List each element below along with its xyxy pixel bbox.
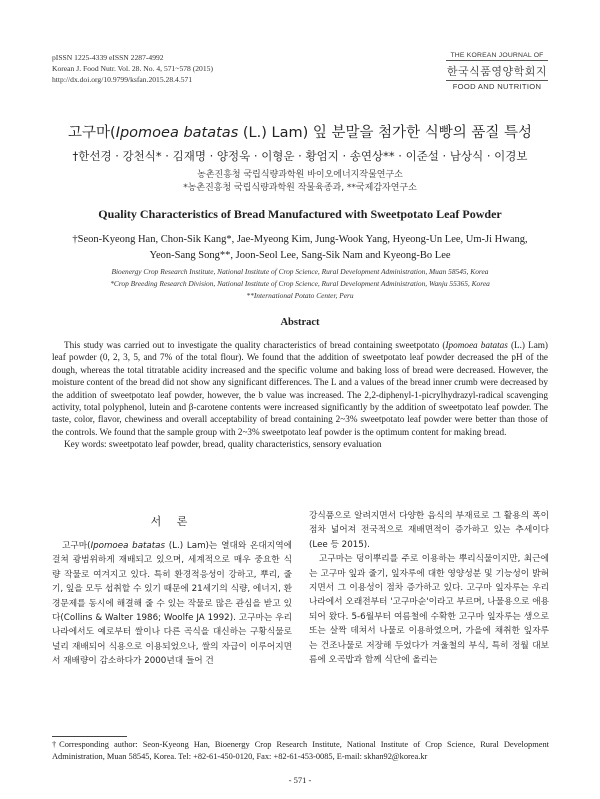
english-affiliation-2: *Crop Breeding Research Division, National Institute of Crop Science, Rural Development Administration, Wanju 55365, Korea: [110, 279, 490, 288]
journal-masthead: [446, 52, 548, 91]
english-affiliation-1: Bioenergy Crop Research Institute, National Institute of Crop Science, Rural Development Administration, Muan 58545, Korea: [111, 267, 489, 276]
intro-column-left: [52, 539, 292, 669]
intro-paragraph-1: [52, 539, 292, 669]
doi-link[interactable]: http://dx.doi.org/10.9799/ksfan.2015.28.4.571: [52, 74, 193, 84]
intro-paragraph-continued: 강식품으로 알려지면서 다양한 음식의 부재료로 그 활용의 폭이 점차 넓어져 전국적으로 재배면적이 증가하고 있는 추세이다(Lee 등 2015).: [309, 511, 549, 550]
english-authors: [30, 232, 570, 264]
korean-title-part1: 고구마(: [68, 125, 116, 141]
english-title: Quality Characteristics of Bread Manufactured with Sweetpotato Leaf Powder: [98, 207, 502, 221]
intro-p1-start: 고구마(: [62, 541, 91, 551]
korean-title-latin: Ipomoea batatas: [115, 125, 239, 141]
section-heading-introduction: 서 론: [150, 515, 194, 528]
intro-paragraph-2: 고구마는 덩이뿌리를 주로 이용하는 뿌리식물이지만, 최근에는 고구마 잎과 줄기, 잎자루에 대한 영양성분 및 기능성이 밝혀지면서 그 이용성이 점차 증가하고 있다. 고구마 잎자루는 우리나라에서 오래전부터 '고구마순'이라고 부르며, 나물용으로 애용되어 왔다. 5-6월부터 여름철에 수확한 고구마 잎자루는 생으로 또는 살짝 데쳐서 나물로 이용하였으며, 가을에 채취한 잎자루는 건조나물로 저장해 두었다가 겨울철의 부식, 특히 정월 대보름에 오곡밥과 함께 식단에 올리는: [309, 554, 549, 666]
abstract-heading: Abstract: [280, 317, 320, 328]
korean-affiliation-1: 농촌진흥청 국립식량과학원 바이오에너지작물연구소: [197, 170, 403, 180]
english-authors-line-2: Yeon-Sang Song**, Joon-Seol Lee, Sang-Sik Nam and Kyeong-Bo Lee: [149, 250, 451, 261]
intro-p1-latin: Ipomoea batatas: [90, 541, 166, 551]
page-number: - 571 -: [288, 775, 312, 785]
intro-p1-rest: (L.) Lam)는 열대와 온대지역에 걸쳐 광범위하게 재배되고 있으며, 세계적으로 매우 중요한 식량 작물로 여겨지고 있다. 특히 환경적응성이 강하고, 뿌리, 줄기, 잎을 모두 섭취할 수 있기 때문에 21세기의 식량, 에너지, 환경문제를 동시에 해결해 줄 수 있는 작물로 많은 관심을 받고 있다(Collins & Walter 1986; Woolfe JA 1992). 고구마는 우리나라에서도 예로부터 쌀이나 다른 곡식을 대신하는 구황식물로 널리 재배되어 식용으로 이용되었으나, 쌀의 자급이 이루어지면서 재배량이 감소하다가 2000년대 들어 건: [52, 541, 292, 667]
journal-title-korean: 한국식품영양학회지: [446, 65, 548, 78]
korean-title: [0, 121, 600, 142]
keywords: Key words: sweetpotato leaf powder, bread, quality characteristics, sensory evaluation: [64, 439, 382, 450]
footnote-divider: [52, 736, 127, 737]
korean-title-part2: (L.) Lam) 잎 분말을 첨가한 식빵의 품질 특성: [238, 125, 532, 141]
abstract-paragraph: [52, 339, 548, 438]
abstract-latin: Ipomoea batatas: [445, 340, 508, 350]
journal-title-bottom: FOOD AND NUTRITION: [446, 80, 548, 91]
article-meta: [52, 53, 213, 85]
english-authors-line-1: †Seon-Kyeong Han, Chon-Sik Kang*, Jae-Myeong Kim, Jung-Wook Yang, Hyeong-Un Lee, Um-Ji Hwang,: [72, 234, 528, 245]
citation-line: Korean J. Food Nutr. Vol. 28. No. 4, 571~578 (2015): [52, 63, 213, 73]
abstract-text-2: (L.) Lam) leaf powder (0, 2, 3, 5, and 7% of the total flour). We found that the addition of sweetpotato leaf powder decreased the pH of the dough, whereas the total titratable acidity increased and the specific volume and baking loss of bread were decreased. However, the moisture content of the bread did not show any significant differences. The L and a values of the bread inner crumb were decreased by the addition of sweetpotato leaf powder, however, the b value was increased. The 2,2-diphenyl-1-picrylhydrazyl-radical scavenging activity, total polyphenol, lutein and β-carotene contents were increased significantly by the addition of sweetpotato leaf powder. The taste, color, flavor, chewiness and overall acceptability of bread containing 2~3% sweetpotato leaf powder were better than those of the controls. We found that the sample group with 2~3% sweetpotato leaf powder is the optimum content for making bread.: [52, 340, 548, 437]
journal-title-top: THE KOREAN JOURNAL OF: [446, 52, 548, 61]
korean-affiliation-2: *농촌진흥청 국립식량과학원 작물육종과, **국제감자연구소: [183, 183, 417, 193]
corresponding-author-footnote: †Corresponding author: Seon-Kyeong Han, Bioenergy Crop Research Institute, National Institute of Crop Science, Rural Development Administration, Muan 58545, Korea. Tel: +82-61-450-0120, Fax: +82-61-453-0085, E-mail: skhan92@korea.kr: [52, 740, 549, 761]
issn-line: pISSN 1225-4339 eISSN 2287-4992: [52, 53, 164, 62]
abstract-body: [52, 339, 548, 451]
abstract-text-1: This study was carried out to investigate the quality characteristics of bread containing sweetpotato (: [64, 340, 446, 350]
intro-column-right: [309, 509, 549, 667]
korean-authors: †한선경 · 강천식* · 김재명 · 양정욱 · 이형운 · 황엄지 · 송연상** · 이준설 · 남상식 · 이경보: [72, 149, 528, 163]
english-affiliation-3: **International Potato Center, Peru: [246, 291, 354, 300]
